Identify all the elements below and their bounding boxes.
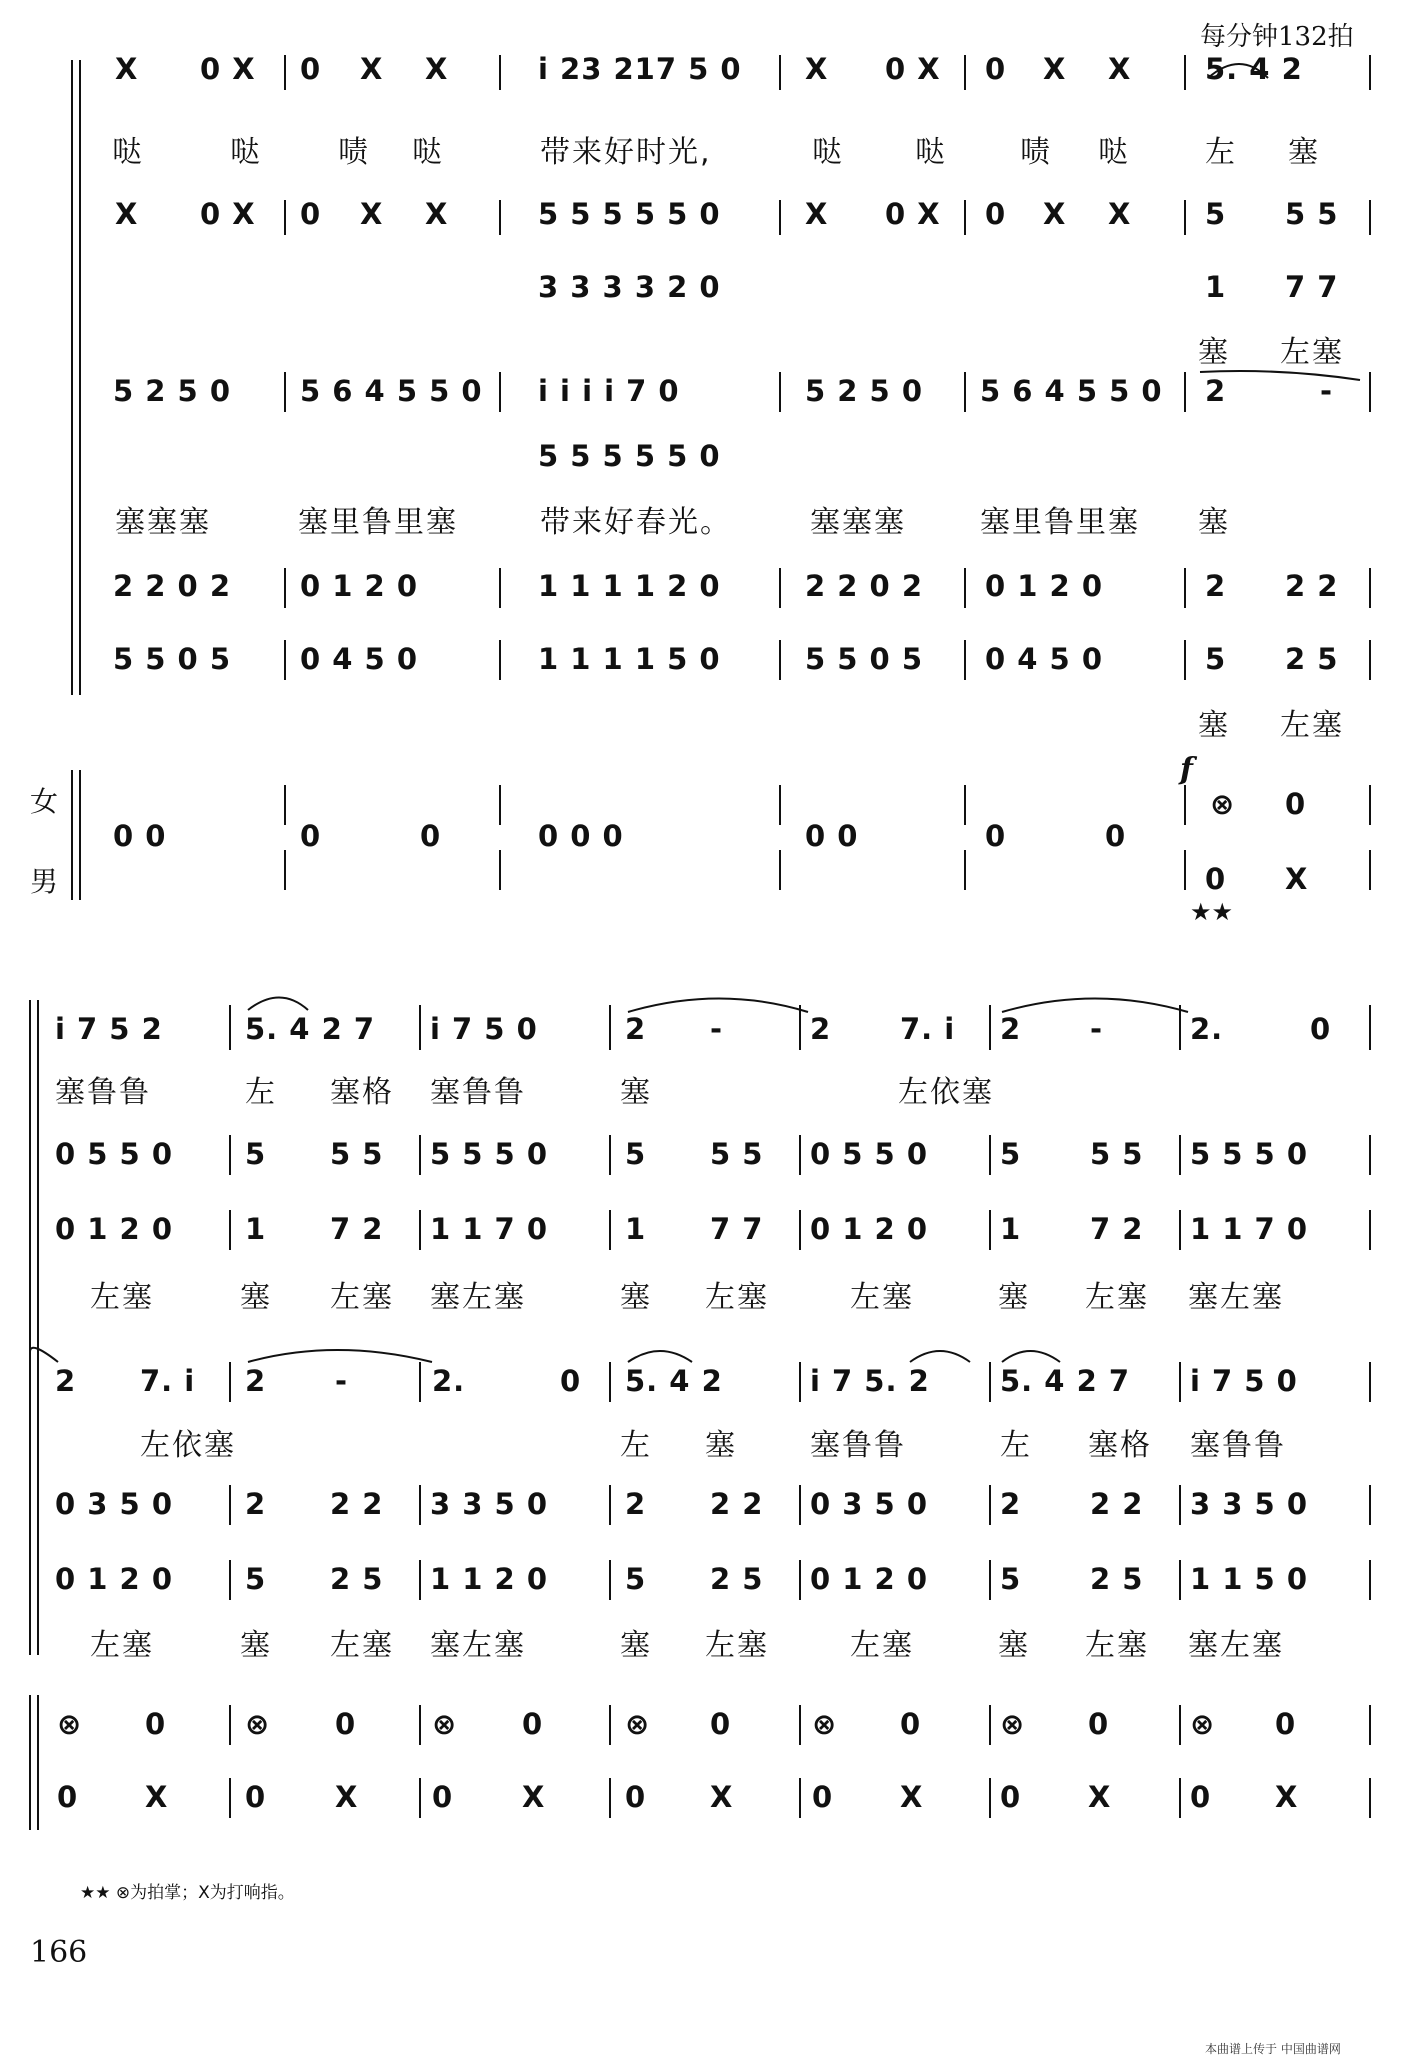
notation-system2-r0-6: 7. i (900, 1012, 956, 1046)
notation-system1-r12-0: 0 0 (113, 819, 167, 853)
notation-system2-r0-1: 5. 4 2 7 (245, 1012, 376, 1046)
notation-system1-r9-2: 1 1 1 1 5 0 (538, 642, 721, 676)
lyric-system1-r1-7: 啧 (1020, 135, 1052, 170)
notation-system2-r8-9: 1 1 5 0 (1190, 1562, 1309, 1596)
lyric-system1-r7-4: 塞里鲁里塞 (980, 505, 1140, 540)
notation-system2-r10-13: 0 (1275, 1707, 1297, 1741)
lyric-system2-r6-3: 塞鲁鲁 (810, 1428, 906, 1463)
notation-system2-r11-6: 0 (625, 1780, 647, 1814)
notation-system2-r7-3: 3 3 5 0 (430, 1487, 549, 1521)
notation-system2-r11-9: X (900, 1780, 924, 1814)
notation-system1-r0-1: 0 X (200, 52, 256, 86)
notation-system1-r8-6: 2 2 (1285, 569, 1339, 603)
notation-system2-r8-0: 0 1 2 0 (55, 1562, 174, 1596)
notation-system1-r0-3: X (360, 52, 384, 86)
notation-system2-r0-3: 2 (625, 1012, 647, 1046)
notation-system1-r8-4: 0 1 2 0 (985, 569, 1104, 603)
notation-system2-r7-6: 0 3 5 0 (810, 1487, 929, 1521)
notation-system2-r0-4: - (710, 1012, 724, 1046)
notation-system2-r3-1: 1 (245, 1212, 267, 1246)
notation-system1-r2-6: X (805, 197, 829, 231)
notation-system1-r8-1: 0 1 2 0 (300, 569, 419, 603)
lyric-system2-r6-4: 左 (1000, 1428, 1032, 1463)
notation-system2-r10-9: 0 (900, 1707, 922, 1741)
notation-system2-r11-12: 0 (1190, 1780, 1212, 1814)
notation-system2-r2-8: 5 5 (1090, 1137, 1144, 1171)
lyric-system2-r9-9: 塞左塞 (1188, 1628, 1284, 1663)
notation-system1-r0-2: 0 (300, 52, 322, 86)
lyric-system1-r7-2: 带来好春光。 (540, 505, 732, 540)
notation-system1-r5-5: 2 (1205, 374, 1227, 408)
notation-system2-r5-2: 2 (245, 1364, 267, 1398)
notation-system1-r9-1: 0 4 5 0 (300, 642, 419, 676)
notation-system1-r13-0: 0 (1205, 862, 1227, 896)
notation-system2-r7-1: 2 (245, 1487, 267, 1521)
notation-system2-r2-4: 5 (625, 1137, 647, 1171)
notation-system1-r2-5: 5 5 5 5 5 0 (538, 197, 721, 231)
notation-system2-r0-7: 2 (1000, 1012, 1022, 1046)
notation-system2-r10-6: ⊗ (625, 1707, 651, 1741)
notation-system2-r11-2: 0 (245, 1780, 267, 1814)
notation-system1-r2-2: 0 (300, 197, 322, 231)
lyric-system1-r7-0: 塞塞塞 (115, 505, 211, 540)
notation-system2-r7-9: 3 3 5 0 (1190, 1487, 1309, 1521)
notation-system2-r2-1: 5 (245, 1137, 267, 1171)
notation-system2-r10-0: ⊗ (57, 1707, 83, 1741)
lyric-system2-r9-4: 塞 (620, 1628, 652, 1663)
notation-system1-r3-1: 1 (1205, 270, 1227, 304)
notation-system1-r0-8: 0 (985, 52, 1007, 86)
footnote: ★★ ⊗为拍掌；X为打响指。 (80, 1883, 295, 1903)
notation-system1-r2-7: 0 X (885, 197, 941, 231)
notation-system2-r11-10: 0 (1000, 1780, 1022, 1814)
lyric-system2-r4-5: 左塞 (705, 1280, 769, 1315)
notation-system1-r12-1: 0 (300, 819, 322, 853)
notation-system1-r9-4: 0 4 5 0 (985, 642, 1104, 676)
lyric-system2-r4-2: 左塞 (330, 1280, 394, 1315)
notation-system1-r8-5: 2 (1205, 569, 1227, 603)
lyric-system2-r4-0: 左塞 (90, 1280, 154, 1315)
notation-system2-r10-2: ⊗ (245, 1707, 271, 1741)
system2-barlines (30, 1000, 1370, 1830)
lyric-system2-r1-0: 塞鲁鲁 (55, 1075, 151, 1110)
notation-system2-r11-11: X (1088, 1780, 1112, 1814)
notation-system2-r10-12: ⊗ (1190, 1707, 1216, 1741)
notation-system2-r8-4: 5 (625, 1562, 647, 1596)
notation-system1-r3-0: 3 3 3 3 2 0 (538, 270, 721, 304)
notation-system1-r2-12: 5 5 (1285, 197, 1339, 231)
lyric-system2-r6-1: 左 (620, 1428, 652, 1463)
male-voice-label: 男 (30, 865, 59, 898)
notation-system2-r8-8: 2 5 (1090, 1562, 1144, 1596)
notation-system1-r8-2: 1 1 1 1 2 0 (538, 569, 721, 603)
lyric-system2-r6-5: 塞格 (1088, 1428, 1152, 1463)
notation-system1-r9-0: 5 5 0 5 (113, 642, 232, 676)
lyric-system2-r4-3: 塞左塞 (430, 1280, 526, 1315)
notation-system2-r5-8: 5. 4 2 7 (1000, 1364, 1131, 1398)
lyric-system2-r9-1: 塞 (240, 1628, 272, 1663)
lyric-system2-r4-6: 左塞 (850, 1280, 914, 1315)
notation-system2-r11-8: 0 (812, 1780, 834, 1814)
notation-system1-r0-4: X (425, 52, 449, 86)
dynamic-forte: f (1180, 752, 1193, 787)
notation-system2-r5-7: i 7 5. 2 (810, 1364, 930, 1398)
notation-system2-r2-2: 5 5 (330, 1137, 384, 1171)
notation-system2-r0-0: i 7 5 2 (55, 1012, 163, 1046)
notation-system2-r8-1: 5 (245, 1562, 267, 1596)
notation-system2-r10-3: 0 (335, 1707, 357, 1741)
notation-system2-r10-7: 0 (710, 1707, 732, 1741)
lyric-system2-r1-4: 塞 (620, 1075, 652, 1110)
notation-system2-r3-6: 0 1 2 0 (810, 1212, 929, 1246)
lyric-system2-r9-3: 塞左塞 (430, 1628, 526, 1663)
notation-system2-r11-4: 0 (432, 1780, 454, 1814)
notation-system1-r5-3: 5 2 5 0 (805, 374, 924, 408)
notation-system1-r8-0: 2 2 0 2 (113, 569, 232, 603)
notation-system1-r2-9: X (1043, 197, 1067, 231)
lyric-system2-r4-1: 塞 (240, 1280, 272, 1315)
notation-system1-r12-5: 0 (985, 819, 1007, 853)
lyric-system2-r6-2: 塞 (705, 1428, 737, 1463)
lyric-system1-r4-0: 塞 (1198, 335, 1230, 370)
notation-system2-r5-9: i 7 5 0 (1190, 1364, 1298, 1398)
notation-system2-r10-5: 0 (522, 1707, 544, 1741)
notation-system1-r0-10: X (1108, 52, 1132, 86)
notation-system1-r2-8: 0 (985, 197, 1007, 231)
notation-system2-r8-2: 2 5 (330, 1562, 384, 1596)
notation-system2-r3-8: 7 2 (1090, 1212, 1144, 1246)
notation-system1-r5-4: 5 6 4 5 5 0 (980, 374, 1163, 408)
notation-system1-r12-6: 0 (1105, 819, 1127, 853)
lyric-system2-r4-7: 塞 (998, 1280, 1030, 1315)
notation-system2-r11-7: X (710, 1780, 734, 1814)
notation-system2-r5-4: 2. (432, 1364, 466, 1398)
notation-system2-r11-0: 0 (57, 1780, 79, 1814)
lyric-system1-r7-3: 塞塞塞 (810, 505, 906, 540)
notation-system2-r5-5: 0 (560, 1364, 582, 1398)
notation-system1-r2-11: 5 (1205, 197, 1227, 231)
lyric-system2-r4-4: 塞 (620, 1280, 652, 1315)
lyric-system1-r1-8: 哒 (1098, 135, 1130, 170)
notation-system1-r11-0: ⊗ (1210, 787, 1236, 821)
notation-system1-r12-2: 0 (420, 819, 442, 853)
notation-system1-r0-11: 5. 4 2 (1205, 52, 1303, 86)
lyric-system1-r1-6: 哒 (915, 135, 947, 170)
lyric-system2-r9-7: 塞 (998, 1628, 1030, 1663)
notation-system2-r10-1: 0 (145, 1707, 167, 1741)
lyric-system1-r7-5: 塞 (1198, 505, 1230, 540)
lyric-system2-r1-2: 塞格 (330, 1075, 394, 1110)
notation-system2-r7-7: 2 (1000, 1487, 1022, 1521)
lyric-system1-r1-9: 左 (1205, 135, 1237, 170)
lyric-system1-r1-5: 哒 (812, 135, 844, 170)
notation-system2-r7-8: 2 2 (1090, 1487, 1144, 1521)
notation-system2-r11-3: X (335, 1780, 359, 1814)
lyric-system1-r1-0: 哒 (112, 135, 144, 170)
notation-system2-r7-5: 2 2 (710, 1487, 764, 1521)
notation-system2-r2-9: 5 5 5 0 (1190, 1137, 1309, 1171)
lyric-system1-r7-1: 塞里鲁里塞 (298, 505, 458, 540)
notation-system1-r5-1: 5 6 4 5 5 0 (300, 374, 483, 408)
lyric-system1-r1-4: 带来好时光, (540, 135, 712, 170)
lyric-system1-r1-2: 啧 (338, 135, 370, 170)
notation-system2-r8-6: 0 1 2 0 (810, 1562, 929, 1596)
notation-system1-r9-6: 2 5 (1285, 642, 1339, 676)
notation-system1-r0-6: X (805, 52, 829, 86)
notation-system2-r3-0: 0 1 2 0 (55, 1212, 174, 1246)
lyric-system1-r1-10: 塞 (1288, 135, 1320, 170)
notation-system1-r6-0: 5 5 5 5 5 0 (538, 439, 721, 473)
notation-system2-r8-7: 5 (1000, 1562, 1022, 1596)
lyric-system2-r4-9: 塞左塞 (1188, 1280, 1284, 1315)
lyric-system2-r6-6: 塞鲁鲁 (1190, 1428, 1286, 1463)
notation-system2-r3-9: 1 1 7 0 (1190, 1212, 1309, 1246)
notation-system2-r2-6: 0 5 5 0 (810, 1137, 929, 1171)
notation-system1-r2-0: X (115, 197, 139, 231)
notation-system2-r10-10: ⊗ (1000, 1707, 1026, 1741)
notation-system1-r2-10: X (1108, 197, 1132, 231)
notation-system2-r8-5: 2 5 (710, 1562, 764, 1596)
notation-system1-r0-9: X (1043, 52, 1067, 86)
lyric-system2-r1-5: 左依塞 (898, 1075, 994, 1110)
notation-system2-r2-3: 5 5 5 0 (430, 1137, 549, 1171)
lyric-system1-r4-1: 左塞 (1280, 335, 1344, 370)
notation-system2-r10-4: ⊗ (432, 1707, 458, 1741)
lyric-system2-r9-6: 左塞 (850, 1628, 914, 1663)
notation-system2-r11-1: X (145, 1780, 169, 1814)
lyric-system2-r9-8: 左塞 (1085, 1628, 1149, 1663)
notation-system1-r3-2: 7 7 (1285, 270, 1339, 304)
lyric-system2-r6-0: 左依塞 (140, 1428, 236, 1463)
notation-system1-r5-2: i i i i 7 0 (538, 374, 680, 408)
notation-system2-r11-5: X (522, 1780, 546, 1814)
notation-system2-r0-8: - (1090, 1012, 1104, 1046)
notation-system2-r3-7: 1 (1000, 1212, 1022, 1246)
system1-barlines (72, 55, 1370, 900)
notation-system1-r11-1: 0 (1285, 787, 1307, 821)
notation-system2-r7-4: 2 (625, 1487, 647, 1521)
lyric-system1-r10-0: 塞 (1198, 708, 1230, 743)
notation-system1-r5-6: - (1320, 374, 1334, 408)
notation-system1-r2-4: X (425, 197, 449, 231)
notation-system1-r12-4: 0 0 (805, 819, 859, 853)
notation-system2-r5-1: 7. i (140, 1364, 196, 1398)
notation-system2-r3-2: 7 2 (330, 1212, 384, 1246)
notation-system2-r5-0: 2 (55, 1364, 77, 1398)
tempo-marking: 每分钟132拍 (1200, 22, 1354, 52)
notation-system2-r0-10: 0 (1310, 1012, 1332, 1046)
notation-system2-r5-6: 5. 4 2 (625, 1364, 723, 1398)
notation-system1-r0-7: 0 X (885, 52, 941, 86)
notation-system2-r0-5: 2 (810, 1012, 832, 1046)
notation-system1-r0-0: X (115, 52, 139, 86)
notation-system2-r0-2: i 7 5 0 (430, 1012, 538, 1046)
notation-system1-r5-0: 5 2 5 0 (113, 374, 232, 408)
notation-system1-r13-1: X (1285, 862, 1309, 896)
notation-system1-r0-5: i 23 217 5 0 (538, 52, 742, 86)
notation-system2-r3-4: 1 (625, 1212, 647, 1246)
notation-system2-r10-8: ⊗ (812, 1707, 838, 1741)
lyric-system2-r1-1: 左 (245, 1075, 277, 1110)
notation-system2-r3-5: 7 7 (710, 1212, 764, 1246)
lyric-system1-r10-1: 左塞 (1280, 708, 1344, 743)
lyric-system1-r1-3: 哒 (412, 135, 444, 170)
notation-system2-r8-3: 1 1 2 0 (430, 1562, 549, 1596)
footnote-marker: ★★ (1190, 898, 1234, 926)
notation-system1-r9-3: 5 5 0 5 (805, 642, 924, 676)
lyric-system2-r9-0: 左塞 (90, 1628, 154, 1663)
notation-system1-r8-3: 2 2 0 2 (805, 569, 924, 603)
notation-system1-r2-3: X (360, 197, 384, 231)
notation-system2-r2-0: 0 5 5 0 (55, 1137, 174, 1171)
notation-system2-r7-0: 0 3 5 0 (55, 1487, 174, 1521)
notation-system2-r3-3: 1 1 7 0 (430, 1212, 549, 1246)
notation-system2-r2-7: 5 (1000, 1137, 1022, 1171)
notation-system2-r5-3: - (335, 1364, 349, 1398)
lyric-system2-r9-5: 左塞 (705, 1628, 769, 1663)
notation-system2-r7-2: 2 2 (330, 1487, 384, 1521)
notation-system1-r9-5: 5 (1205, 642, 1227, 676)
notation-system2-r2-5: 5 5 (710, 1137, 764, 1171)
lyric-system2-r9-2: 左塞 (330, 1628, 394, 1663)
lyric-system1-r1-1: 哒 (230, 135, 262, 170)
watermark: 本曲谱上传于 中国曲谱网 (1205, 2042, 1341, 2056)
notation-system2-r11-13: X (1275, 1780, 1299, 1814)
page-number: 166 (30, 1935, 88, 1970)
notation-system2-r0-9: 2. (1190, 1012, 1224, 1046)
notation-system1-r12-3: 0 0 0 (538, 819, 624, 853)
lyric-system2-r1-3: 塞鲁鲁 (430, 1075, 526, 1110)
notation-system2-r10-11: 0 (1088, 1707, 1110, 1741)
notation-system1-r2-1: 0 X (200, 197, 256, 231)
female-voice-label: 女 (30, 785, 59, 818)
lyric-system2-r4-8: 左塞 (1085, 1280, 1149, 1315)
